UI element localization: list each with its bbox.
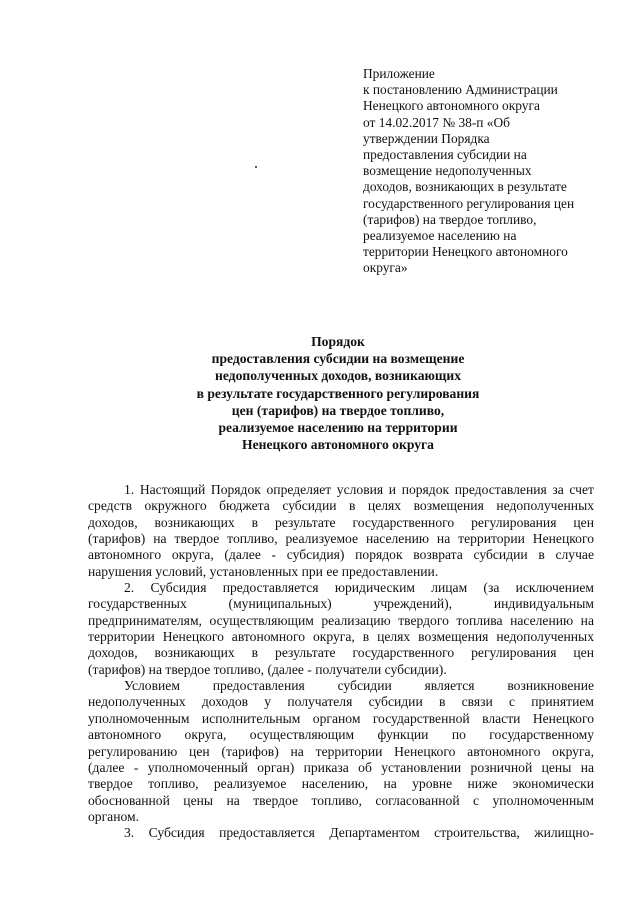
- body-line: средств окружного бюджета субсидии в целях возмещения недополученных: [88, 498, 594, 514]
- body-line: автономного округа, (далее - субсидия) порядок возврата субсидии в случае: [88, 547, 594, 563]
- appendix-line: Приложение: [363, 66, 435, 81]
- title-line: Порядок: [311, 334, 365, 349]
- paragraph-2: [88, 580, 594, 678]
- body-line: регулированию цен (тарифов) на территории Ненецкого автономного округа,: [88, 743, 594, 759]
- appendix-line: (тарифов) на твердое топливо,: [363, 211, 537, 227]
- paragraph-3: [88, 678, 594, 825]
- appendix-line: предоставления субсидии на: [363, 147, 527, 163]
- appendix-line: утверждении Порядка: [363, 130, 490, 146]
- appendix-line: реализуемое населению на: [363, 228, 517, 244]
- body-line: автономного округа, осуществляющим функции по государственному: [88, 727, 594, 743]
- appendix-line: государственного регулирования цен: [363, 195, 575, 211]
- scan-dot: [255, 166, 257, 168]
- appendix-line: Ненецкого автономного округа: [363, 98, 540, 114]
- document-body: [88, 482, 594, 842]
- body-line: 3. Субсидия предоставляется Департаментом строительства, жилищно-: [124, 825, 594, 841]
- body-line: доходов, возникающих в результате государственного регулирования цен: [88, 645, 594, 661]
- appendix-line: к постановлению Администрации: [363, 82, 558, 98]
- appendix-line: от 14.02.2017 № 38-п «Об: [363, 114, 510, 130]
- title-line: цен (тарифов) на твердое топливо,: [231, 402, 445, 418]
- appendix-header: [363, 66, 603, 277]
- body-line: твердое топливо, реализуемое населению, на уровне ниже экономически: [88, 776, 594, 792]
- title-line: в результате государственного регулирования: [196, 385, 480, 401]
- body-line: (тарифов) на твердое топливо, (далее - получатели субсидии).: [88, 661, 447, 677]
- body-line: доходов, возникающих в результате государственного регулирования цен: [88, 514, 594, 530]
- body-line: (далее - уполномоченный орган) приказа об установлении розничной цены на: [88, 759, 594, 775]
- document-title: [0, 333, 640, 453]
- appendix-line: округа»: [363, 260, 408, 276]
- paragraph-1: [88, 482, 594, 580]
- appendix-line: доходов, возникающих в результате: [363, 179, 567, 195]
- title-line: реализуемое населению на территории: [218, 420, 458, 436]
- body-line: органом.: [88, 808, 140, 824]
- body-line: обоснованной цены на твердое топливо, согласованной с уполномоченным: [88, 792, 594, 808]
- body-line: нарушения условий, установленных при ее предоставлении.: [88, 563, 439, 579]
- appendix-line: территории Ненецкого автономного: [363, 244, 568, 260]
- body-line: 1. Настоящий Порядок определяет условия и порядок предоставления за счет: [124, 482, 594, 497]
- body-line: (тарифов) на твердое топливо, реализуемое населению на территории Ненецкого: [88, 531, 594, 547]
- body-line: Условием предоставления субсидии является возникновение: [124, 678, 594, 694]
- appendix-line: возмещение недополученных: [363, 163, 532, 179]
- paragraph-4: [88, 825, 594, 841]
- body-line: государственных (муниципальных) учреждений), индивидуальным: [88, 596, 594, 612]
- body-line: предпринимателям, осуществляющим реализацию твердого топлива населению на: [88, 612, 594, 628]
- title-line: недополученных доходов, возникающих: [215, 368, 461, 384]
- body-line: территории Ненецкого автономного округа, в целях возмещения недополученных: [88, 629, 594, 645]
- body-line: недополученных доходов у получателя субсидии в связи с принятием: [88, 694, 594, 710]
- body-line: 2. Субсидия предоставляется юридическим лицам (за исключением: [124, 580, 594, 596]
- body-line: уполномоченным исполнительным органом государственной власти Ненецкого: [88, 710, 594, 726]
- title-line: предоставления субсидии на возмещение: [211, 351, 465, 367]
- title-line: Ненецкого автономного округа: [242, 437, 434, 453]
